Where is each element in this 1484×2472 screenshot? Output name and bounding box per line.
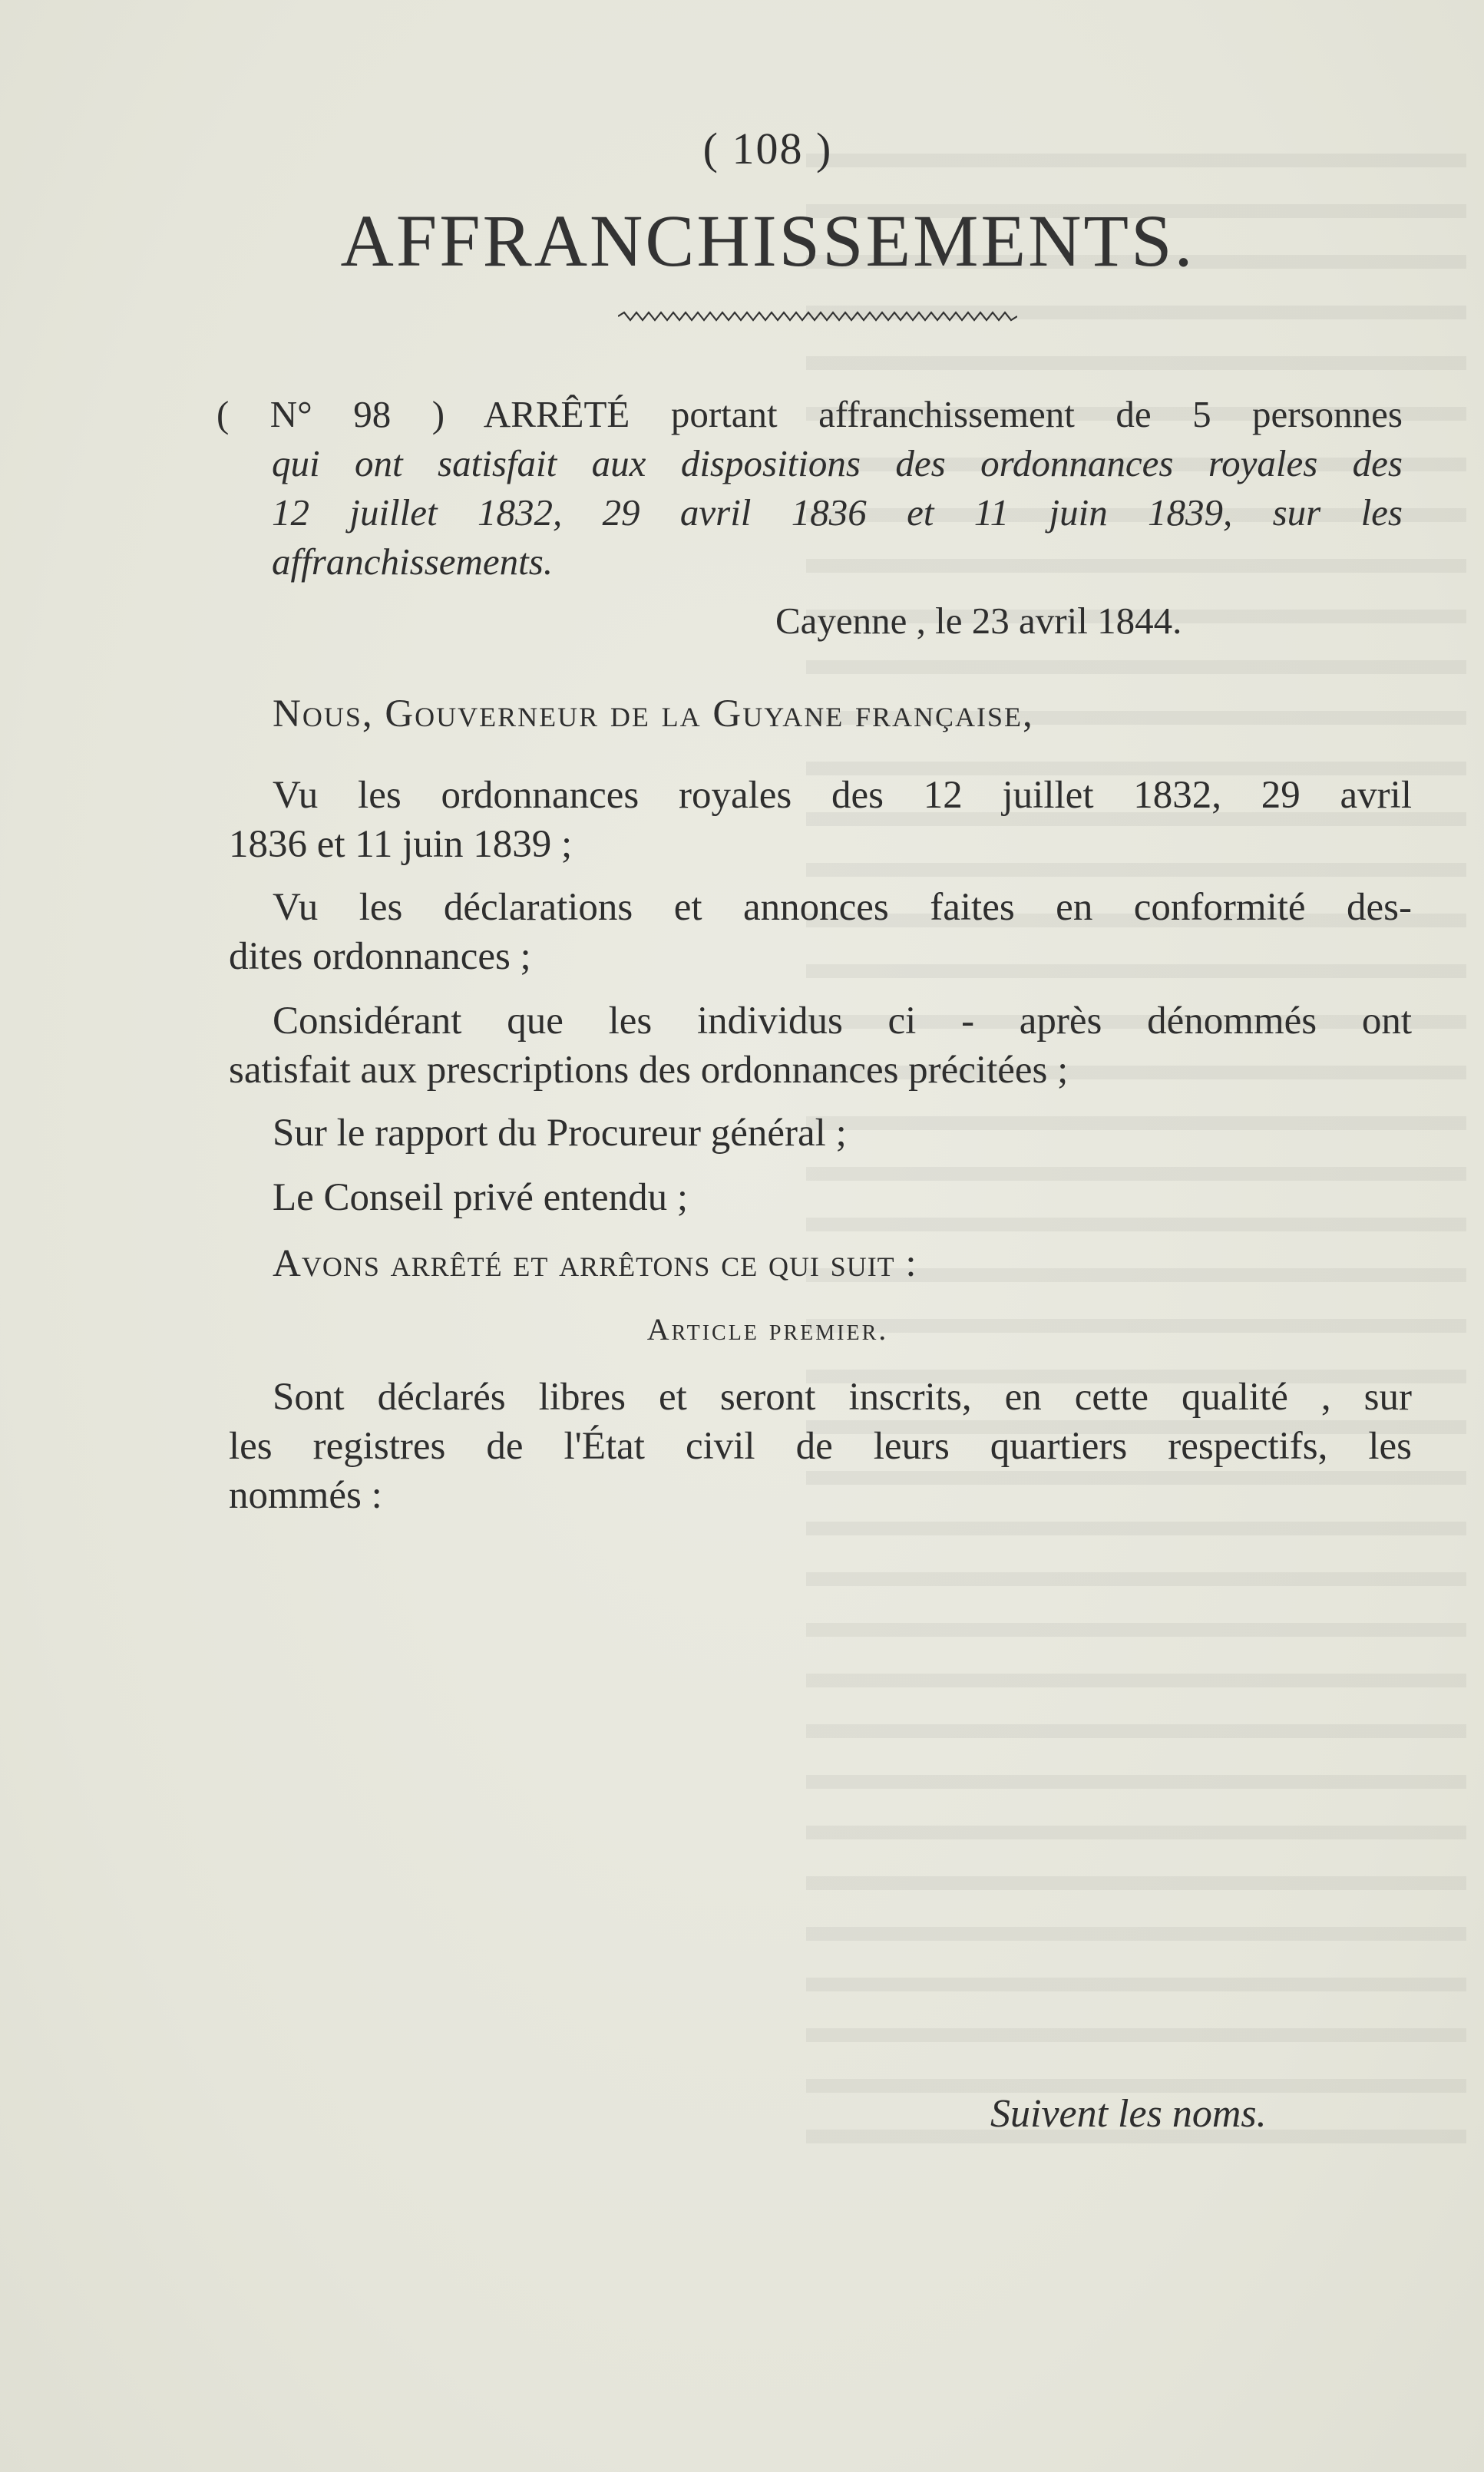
- paragraph-considering-individuals: [229, 996, 1412, 1095]
- paragraph-council: [229, 1173, 1412, 1222]
- paragraph-considering-ordinances: [229, 771, 1412, 869]
- article-heading: Article premier.: [646, 1312, 889, 1347]
- dateline: Cayenne , le 23 avril 1844.: [775, 600, 1182, 642]
- catchline: Suivent les noms.: [990, 2092, 1267, 2136]
- paragraph-decree: [229, 1239, 1412, 1288]
- paragraph-line: Sont déclarés libres et seront inscrits, en cette qualité , sur: [273, 1376, 1412, 1419]
- heading-line: affranchissements.: [272, 540, 554, 583]
- page-number: ( 108 ): [702, 124, 833, 174]
- decree-heading: [216, 390, 1403, 587]
- paragraph-preamble: [229, 689, 1412, 739]
- paragraph-line: Nous, Gouverneur de la Guyane française,: [273, 692, 1034, 735]
- paragraph-line: Considérant que les individus ci - après dénommés ont: [273, 1000, 1412, 1043]
- paragraph-line: les registres de l'État civil de leurs quartiers respectifs, les: [229, 1425, 1412, 1468]
- paragraph-declarations: [229, 883, 1412, 981]
- paragraph-report: [229, 1109, 1412, 1158]
- heading-line: 12 juillet 1832, 29 avril 1836 et 11 juin 1839, sur les: [272, 491, 1403, 534]
- paragraph-line: satisfait aux prescriptions des ordonnances précitées ;: [229, 1049, 1069, 1092]
- heading-line: qui ont satisfait aux dispositions des ordonnances royales des: [272, 442, 1403, 484]
- paragraph-line: Le Conseil privé entendu ;: [273, 1176, 689, 1219]
- paragraph-article-one: [229, 1373, 1412, 1520]
- ornamental-rule: [618, 311, 1017, 322]
- paragraph-line: Vu les ordonnances royales des 12 juillet 1832, 29 avril: [273, 774, 1412, 817]
- heading-line: ( N° 98 ) ARRÊTÉ portant affranchissement de 5 personnes: [216, 393, 1403, 435]
- paragraph-line: Vu les déclarations et annonces faites en conformité des-: [273, 886, 1412, 929]
- paragraph-line: dites ordonnances ;: [229, 935, 531, 978]
- paragraph-line: 1836 et 11 juin 1839 ;: [229, 823, 573, 866]
- paragraph-line: Avons arrêté et arrêtons ce qui suit :: [273, 1242, 917, 1285]
- paragraph-line: nommés :: [229, 1474, 382, 1517]
- section-title: AFFRANCHISSEMENTS.: [340, 200, 1195, 282]
- paragraph-line: Sur le rapport du Procureur général ;: [273, 1112, 847, 1155]
